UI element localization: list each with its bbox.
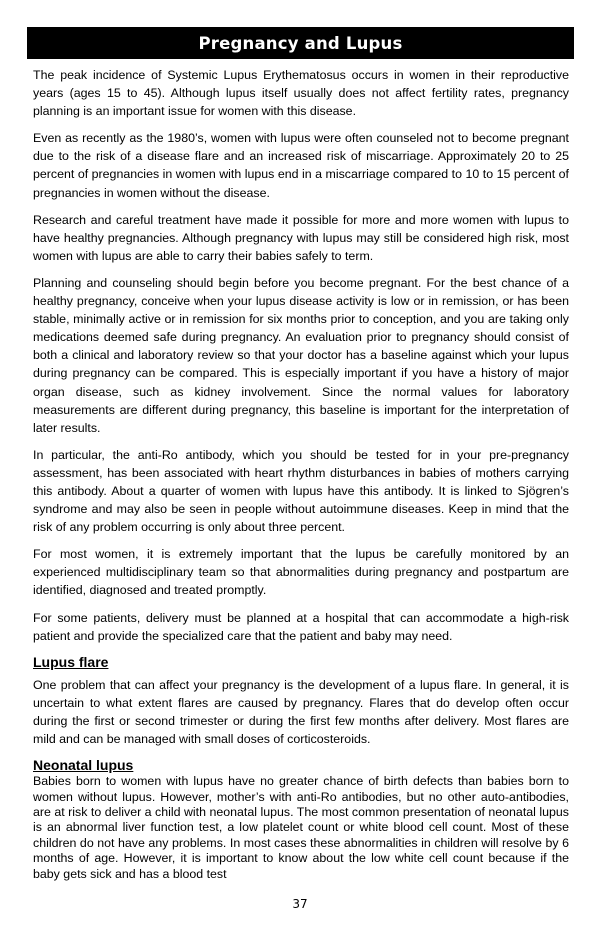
- section-heading-lupus-flare: Lupus flare: [33, 653, 109, 670]
- paragraph-research: Research and careful treatment have made it possible for more and more women with lupus to have healthy pregnancies. Although pregnancy with lupus may still be considered high risk, most women with lupus are able to carry their babies safely to term.: [33, 212, 569, 263]
- paragraph-delivery: For some patients, delivery must be planned at a hospital that can accommodate a high-risk patient and provide the specialized care that the patient and baby may need.: [33, 610, 569, 643]
- paragraph-planning: Planning and counseling should begin before you become pregnant. For the best chance of a healthy pregnancy, conceive when your lupus disease activity is low or in remission, or has been stable, minimally active or in remission for six months prior to conception, and you are taking only medications deemed safe during pregnancy. An evaluation prior to pregnancy should consist of both a clinical and laboratory review so that your doctor has a baseline against which your lupus during pregnancy can be compared. This is especially important if you have a history of major organ disease, such as kidney involvement. Since the normal values for laboratory measurements are different during pregnancy, this baseline is important for the interpretation of later results.: [33, 275, 569, 435]
- title-bar: [27, 27, 574, 59]
- paragraph-anti-ro: In particular, the anti-Ro antibody, which you should be tested for in your pre-pregnancy assessment, has been associated with heart rhythm disturbances in babies of mothers carrying this antibody. About a quarter of women with lupus have this antibody. It is linked to Sjögren’s syndrome and may also be seen in people without autoimmune diseases. Keep in mind that the risk of any problem occurring is only about three percent.: [33, 447, 569, 535]
- paragraph-lupus-flare: One problem that can affect your pregnancy is the development of a lupus flare. In general, it is uncertain to what extent flares are caused by pregnancy. Flares that do develop often occur during the first or second trimester or during the first few months after delivery. Most flares are mild and can be managed with small doses of corticosteroids.: [33, 677, 569, 746]
- paragraph-neonatal-lupus: Babies born to women with lupus have no greater chance of birth defects than babies born to women without lupus. However, mother’s with anti-Ro antibodies, but no other auto-antibodies, are at risk to deliver a child with neonatal lupus. The most common presentation of neonatal lupus is an abnormal liver function test, a low platelet count or white blood cell count. Most of these children do not have any problems. In most cases these abnormalities in children will resolve by 6 months of age. However, it is important to know about the low white cell count because if the baby gets sick and has a blood test: [33, 774, 569, 881]
- article-body: [33, 66, 569, 882]
- paragraph-intro: The peak incidence of Systemic Lupus Erythematosus occurs in women in their reproductive years (ages 15 to 45). Although lupus itself usually does not affect fertility rates, pregnancy planning is an important issue for women with this disease.: [33, 68, 569, 119]
- paragraph-monitoring: For most women, it is extremely important that the lupus be carefully monitored by an experienced multidisciplinary team so that abnormalities during pregnancy and postpartum are identified, diagnosed and treated promptly.: [33, 547, 569, 598]
- paragraph-history: Even as recently as the 1980’s, women with lupus were often counseled not to become pregnant due to the risk of a disease flare and an increased risk of miscarriage. Approximately 20 to 25 percent of pregnancies in women with lupus end in a miscarriage compared to 10 to 15 percent of pregnancies in women without the disease.: [33, 131, 569, 200]
- page-number: 37: [292, 897, 308, 911]
- page-title: Pregnancy and Lupus: [198, 33, 403, 53]
- section-heading-neonatal-lupus: Neonatal lupus: [33, 757, 134, 774]
